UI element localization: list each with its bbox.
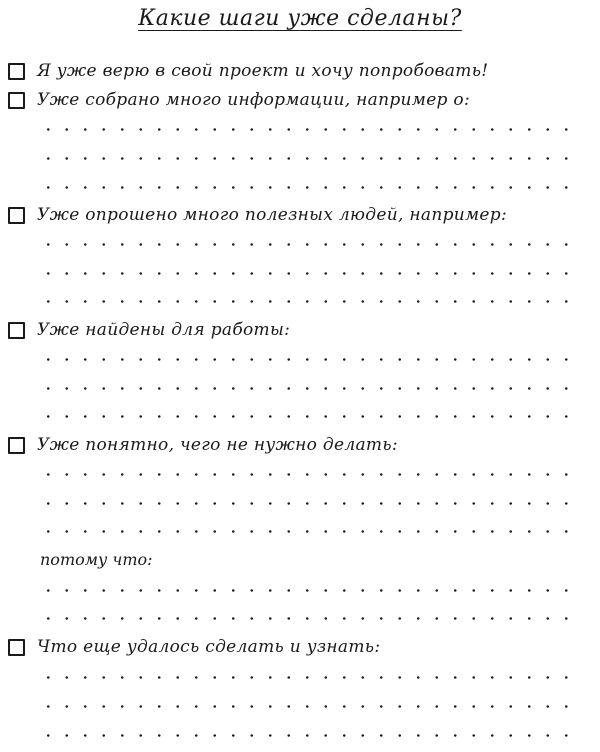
write-line[interactable] [39, 589, 577, 592]
checklist-item-people[interactable] [8, 205, 507, 225]
because-label: потому что: [40, 550, 153, 569]
checkbox[interactable] [8, 322, 25, 339]
checklist-item-other[interactable] [8, 637, 380, 657]
write-line[interactable] [39, 676, 577, 679]
write-line[interactable] [39, 128, 577, 131]
write-line[interactable] [39, 243, 577, 246]
checklist-item-not-needed[interactable] [8, 435, 398, 455]
page-title: Какие шаги уже сделаны? [138, 6, 462, 31]
checkbox[interactable] [8, 92, 25, 109]
write-line[interactable] [39, 300, 577, 303]
item-label: Уже опрошено много полезных людей, например: [37, 205, 507, 225]
write-line[interactable] [39, 358, 577, 361]
item-label: Что еще удалось сделать и узнать: [37, 637, 381, 657]
item-label: Я уже верю в свой проект и хочу попробовать! [37, 61, 489, 81]
checklist-item-found[interactable] [8, 320, 290, 340]
write-line[interactable] [39, 617, 577, 620]
checkbox[interactable] [8, 437, 25, 454]
write-line[interactable] [39, 186, 577, 189]
checkbox[interactable] [8, 639, 25, 656]
checkbox[interactable] [8, 207, 25, 224]
write-line[interactable] [39, 530, 577, 533]
write-line[interactable] [39, 502, 577, 505]
write-line[interactable] [39, 705, 577, 708]
write-line[interactable] [39, 272, 577, 275]
write-line[interactable] [39, 415, 577, 418]
checklist-item-believe[interactable] [8, 61, 488, 81]
write-line[interactable] [39, 387, 577, 390]
write-line[interactable] [39, 157, 577, 160]
item-label: Уже найдены для работы: [37, 320, 291, 340]
checkbox[interactable] [8, 63, 25, 80]
item-label: Уже собрано много информации, например о: [37, 90, 470, 110]
item-label: Уже понятно, чего не нужно делать: [37, 435, 398, 455]
write-line[interactable] [39, 473, 577, 476]
checklist-item-information[interactable] [8, 90, 470, 110]
write-line[interactable] [39, 734, 577, 737]
